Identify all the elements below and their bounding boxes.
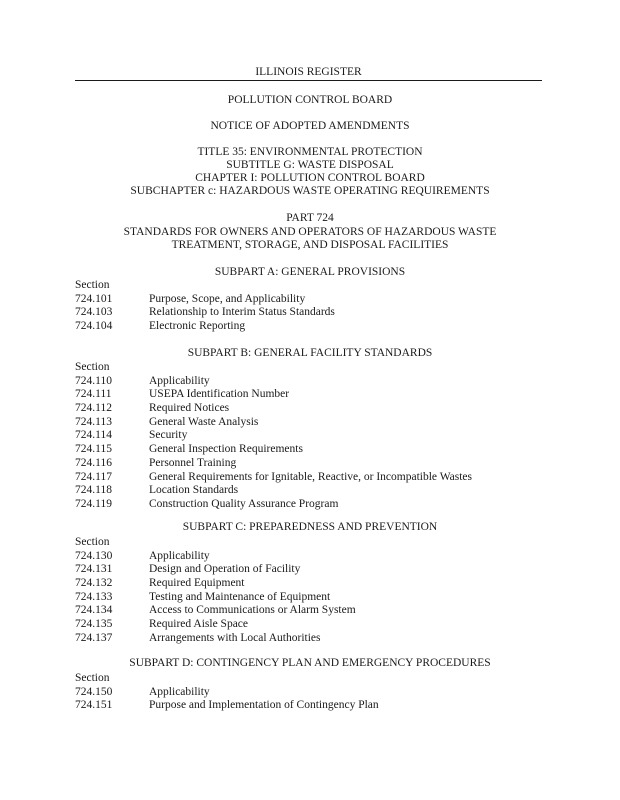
- toc-row: [75, 293, 555, 307]
- section-number: 724.130: [75, 549, 113, 562]
- section-title: General Requirements for Ignitable, Reactive, or Incompatible Wastes: [149, 470, 472, 483]
- notice-title: NOTICE OF ADOPTED AMENDMENTS: [210, 120, 410, 132]
- section-label: [75, 361, 555, 375]
- toc-row: [75, 429, 555, 443]
- section-title: Applicability: [149, 549, 210, 562]
- subpart-heading: SUBPART D: CONTINGENCY PLAN AND EMERGENCY PROCEDURES: [129, 657, 491, 669]
- section-title: Required Aisle Space: [149, 618, 249, 631]
- section-title: Design and Operation of Facility: [149, 563, 301, 576]
- section-title: Required Notices: [149, 402, 230, 415]
- section-title: Security: [149, 429, 188, 442]
- toc-row: [75, 484, 555, 498]
- part-title-line-1: STANDARDS FOR OWNERS AND OPERATORS OF HAZARDOUS WASTE: [123, 226, 497, 238]
- subpart-heading: SUBPART B: GENERAL FACILITY STANDARDS: [187, 347, 433, 359]
- part-title-line-2: TREATMENT, STORAGE, AND DISPOSAL FACILITIES: [171, 239, 449, 251]
- section-label-text: Section: [75, 536, 110, 548]
- toc-row: [75, 402, 555, 416]
- section-number: 724.110: [75, 374, 112, 387]
- section-title: Purpose and Implementation of Contingency Plan: [149, 699, 379, 712]
- toc-row: [75, 471, 555, 485]
- section-title: General Inspection Requirements: [149, 443, 303, 456]
- section-title: Applicability: [149, 374, 210, 387]
- section-number: 724.112: [75, 402, 112, 415]
- toc-row: [75, 306, 555, 320]
- section-title: General Waste Analysis: [149, 415, 259, 428]
- section-title: Required Equipment: [149, 577, 245, 590]
- section-number: 724.103: [75, 306, 113, 319]
- section-label-text: Section: [75, 672, 110, 684]
- subpart-a-toc: [75, 279, 555, 334]
- toc-row: [75, 591, 555, 605]
- section-title: Electronic Reporting: [149, 320, 246, 333]
- section-label-text: Section: [75, 361, 110, 373]
- section-number: 724.151: [75, 699, 113, 712]
- toc-row: [75, 604, 555, 618]
- section-number: 724.115: [75, 443, 112, 456]
- toc-row: [75, 457, 555, 471]
- register-header: ILLINOIS REGISTER: [255, 66, 362, 78]
- subpart-d-toc: [75, 672, 555, 713]
- section-title: USEPA Identification Number: [149, 388, 290, 401]
- section-title: Arrangements with Local Authorities: [149, 631, 321, 644]
- section-label: [75, 536, 555, 550]
- part-number: PART 724: [286, 212, 334, 224]
- subtitle-line: SUBTITLE G: WASTE DISPOSAL: [226, 159, 394, 171]
- section-number: 724.114: [75, 429, 112, 442]
- toc-row: [75, 375, 555, 389]
- section-title: Personnel Training: [149, 456, 237, 469]
- toc-row: [75, 320, 555, 334]
- subchapter-line: SUBCHAPTER c: HAZARDOUS WASTE OPERATING REQUIREMENTS: [130, 185, 490, 197]
- section-number: 724.119: [75, 497, 112, 510]
- section-number: 724.132: [75, 577, 113, 590]
- section-number: 724.133: [75, 590, 113, 603]
- title-line: TITLE 35: ENVIRONMENTAL PROTECTION: [197, 146, 423, 158]
- section-number: 724.117: [75, 470, 112, 483]
- section-title: Applicability: [149, 685, 210, 698]
- toc-row: [75, 686, 555, 700]
- section-number: 724.101: [75, 292, 113, 305]
- toc-row: [75, 563, 555, 577]
- toc-row: [75, 443, 555, 457]
- section-label: [75, 279, 555, 293]
- subpart-b-toc: [75, 361, 555, 512]
- header-rule: [75, 80, 542, 81]
- subpart-heading: SUBPART C: PREPAREDNESS AND PREVENTION: [182, 521, 438, 533]
- section-number: 724.111: [75, 388, 112, 401]
- toc-row: [75, 498, 555, 512]
- section-title: Purpose, Scope, and Applicability: [149, 292, 306, 305]
- toc-row: [75, 618, 555, 632]
- section-number: 724.150: [75, 685, 113, 698]
- section-label: [75, 672, 555, 686]
- section-number: 724.131: [75, 563, 113, 576]
- section-title: Location Standards: [149, 484, 239, 497]
- section-number: 724.134: [75, 604, 113, 617]
- section-title: Testing and Maintenance of Equipment: [149, 590, 331, 603]
- section-title: Construction Quality Assurance Program: [149, 497, 339, 510]
- section-number: 724.104: [75, 320, 113, 333]
- subpart-c-toc: [75, 536, 555, 646]
- section-title: Relationship to Interim Status Standards: [149, 306, 335, 319]
- section-number: 724.135: [75, 618, 113, 631]
- section-number: 724.113: [75, 415, 112, 428]
- toc-row: [75, 416, 555, 430]
- section-number: 724.116: [75, 456, 112, 469]
- subpart-heading: SUBPART A: GENERAL PROVISIONS: [214, 266, 406, 278]
- toc-row: [75, 632, 555, 646]
- section-label-text: Section: [75, 279, 110, 291]
- chapter-line: CHAPTER I: POLLUTION CONTROL BOARD: [195, 172, 425, 184]
- section-number: 724.118: [75, 484, 112, 497]
- toc-row: [75, 550, 555, 564]
- toc-row: [75, 577, 555, 591]
- toc-row: [75, 699, 555, 713]
- section-number: 724.137: [75, 631, 113, 644]
- board-name: POLLUTION CONTROL BOARD: [227, 94, 393, 106]
- section-title: Access to Communications or Alarm System: [149, 604, 356, 617]
- toc-row: [75, 388, 555, 402]
